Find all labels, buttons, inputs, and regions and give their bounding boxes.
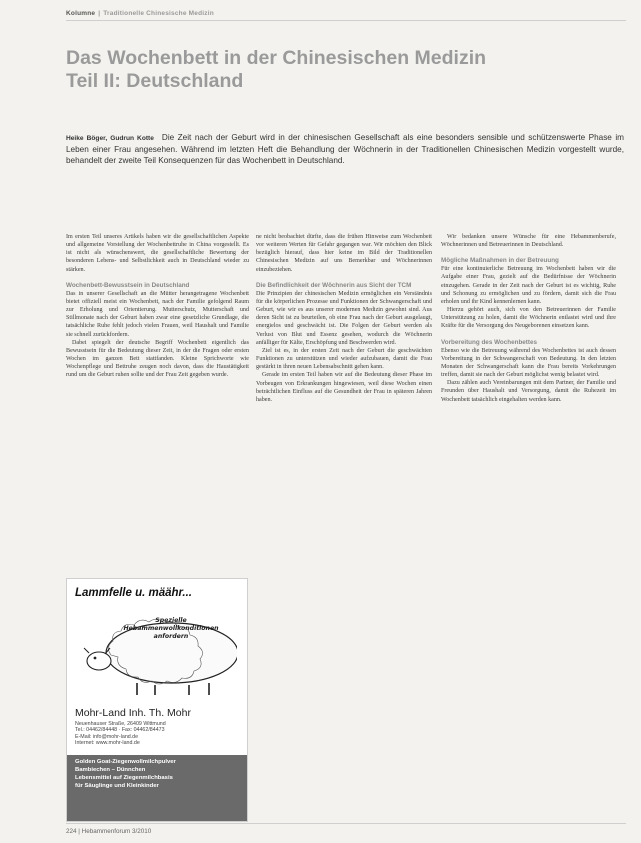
column-right bbox=[441, 233, 616, 404]
subheading: Mögliche Maßnahmen in der Betreuung bbox=[441, 257, 559, 265]
column-label: Kolumne bbox=[66, 10, 96, 17]
ad-company: Mohr-Land Inh. Th. Mohr bbox=[75, 707, 191, 719]
subheading: Wochenbett-Bewusstsein in Deutschland bbox=[66, 281, 190, 289]
section-kicker bbox=[66, 10, 214, 17]
paragraph: Im ersten Teil unseres Artikels haben wir die gesellschaftlichen Aspekte und allgemeine Vorstellung der Wochenbettruhe in China vorgestellt. Es ist nicht als wünschenswert, die gesellschaftliche Bewertung der besonderen Lebens- und Selbstlichkeit auch in Deutschland wieder zu stärken. bbox=[66, 234, 249, 273]
paragraph: Dazu zählen auch Vereinbarungen mit dem Partner, der Familie und Freunden über Haushalt und Versorgung, damit die Ruhezeit im Wochenbett tatsächlich eingehalten werden kann. bbox=[441, 380, 616, 403]
subheading: Die Befindlichkeit der Wöchnerin aus Sicht der TCM bbox=[256, 281, 412, 289]
paragraph: Wir bedanken unsere Wünsche für eine Hebammenberufe, Wöchnerinnen und Betreuerinnen in Deutschland. bbox=[441, 234, 616, 249]
ad-address bbox=[75, 721, 166, 746]
paragraph: ne nicht beobachtet dürfte, dass die frühen Hinweise zum Wochenbett vor weiteren Werten für Gefahr gegangen war. Wir möchten den Blick bezüglich hierauf, dass hier keine im Bild der Traditionellen Chinesischen Medizin auf uns Bemerkbar und Wöchnerinnen einzubeziehen. bbox=[256, 234, 432, 273]
ad-brand-name: Lammfelle u. määhr... bbox=[75, 587, 192, 599]
article-title bbox=[66, 47, 626, 93]
address-line: Tel.: 04462/84448 · Fax: 04462/84473 bbox=[75, 727, 165, 734]
address-line: E-Mail: info@mohr-land.de bbox=[75, 733, 139, 740]
product-line: Golden Goat-Ziegenwollmilchpulver bbox=[75, 759, 176, 765]
article-lead bbox=[66, 132, 624, 166]
ad-products-box bbox=[67, 755, 247, 821]
page-number: 224 bbox=[66, 828, 77, 835]
address-line: Neuenhauser Straße, 26409 Wittmund bbox=[75, 721, 166, 727]
section-label: Traditionelle Chinesische Medizin bbox=[103, 10, 214, 17]
subheading: Vorbereitung des Wochenbettes bbox=[441, 338, 537, 346]
column-middle bbox=[256, 233, 432, 404]
paragraph: Ebenso wie die Betreuung während des Wochenbettes ist auch dessen Vorbereitung in der Schwangerschaft von Bedeutung. In den letzten Monaten der Schwangerschaft kann die Frau bereits Vorkehrungen treffen, damit sie nach der Geburt möglichst wenig belastet wird. bbox=[441, 347, 616, 379]
product-line: für Säuglinge und Kleinkinder bbox=[75, 782, 159, 789]
ad-bubble-text bbox=[115, 617, 227, 641]
paragraph: Gerade im ersten Teil haben wir auf die Bedeutung dieser Phase im Vorbeugen von Erkrankungen hingewiesen, weil diese Wochen einen beträchtlichen Einfluss auf die Gesundheit der Frau in späteren Jahren haben. bbox=[256, 372, 432, 403]
paragraph: Hierzu gehört auch, sich von den Betreuerinnen der Familie Unterstützung zu holen, damit die Wöchnerin entlastet wird und ihre Kräfte für die Versorgung des Neugeborenen einsetzen kann. bbox=[441, 307, 616, 330]
top-rule bbox=[66, 20, 626, 21]
bubble-line: Hebammenwollkonditionen bbox=[123, 625, 219, 632]
product-line: Bambiechen – Dünnchen bbox=[75, 766, 146, 773]
paragraph: Die Prinzipien der chinesischen Medizin ermöglichen ein Verständnis für die körperlichen Prozesse und Funktionen der Schwangerschaft und Geburt, wie wir es aus unserer modernen Medizin gewohnt sind. Aus deren Sicht ist zu beurteilen, ob eine Frau nach der Geburt ausgelaugt, energielos und geschwächt ist. Die Folgen der Geburt werden als Verlust von Blut und Essenz gesehen, wodurch die Wöchnerin anfälliger für Kälte, Erschöpfung und Beschwerden wird. bbox=[256, 290, 432, 346]
footer-separator: | bbox=[78, 828, 82, 835]
address-line: Internet: www.mohr-land.de bbox=[75, 739, 140, 746]
bubble-line: anfordern bbox=[153, 633, 189, 640]
paragraph: Dabei spiegelt der deutsche Begriff Wochenbett eigentlich das Bewusstsein für die Bedeutung dieser Zeit, in der die Fragen oder ersten Wochen im ganzen Bett stattfanden. Kleine Sprichworte wie Wochenpflege und Bettruhe zeugen noch davon, dass die Haustätigkeit rund um die Geburt ruhen sollte und der Frau Zeit gegeben wurde. bbox=[66, 339, 249, 379]
column-left bbox=[66, 233, 249, 380]
paragraph: Für eine kontinuierliche Betreuung im Wochenbett haben wir die Aufgabe einer Frau, gezielt auf die Bedürfnisse der Wöchnerin einzugehen. Gerade in der Zeit nach der Geburt ist es wichtig, Ruhe und Schonung zu ermöglichen und zu fördern, damit sich die Frau erholen und ihr Kind kennenlernen kann. bbox=[441, 266, 616, 305]
page-footer bbox=[66, 828, 151, 835]
journal-name: Hebammenforum 3/2010 bbox=[81, 828, 152, 835]
paragraph: Ziel ist es, in der ersten Zeit nach der Geburt die geschwächten Funktionen zu unterstützen und wieder aufzubauen, damit die Frau gestärkt in ihren neuen Lebensabschnitt gehen kann. bbox=[256, 347, 432, 371]
bubble-line: Spezielle bbox=[155, 617, 187, 624]
advertisement bbox=[66, 578, 248, 822]
authors: Heike Böger, Gudrun Kotte bbox=[66, 135, 154, 142]
lead-text: Die Zeit nach der Geburt wird in der chinesischen Gesellschaft als eine besonders sensible und schützenswerte Phase im Leben einer Frau angesehen. Während im letzten Heft die Behandlung der Wöchnerin in der Traditionellen Chinesischen Medizin vorgestellt wurde, behandelt der zweite Teil Konsequenzen für das Wochenbett in Deutschland. bbox=[66, 133, 624, 165]
title-line-1: Das Wochenbett in der Chinesischen Medizin bbox=[66, 47, 487, 69]
kicker-separator: | bbox=[98, 10, 101, 17]
paragraph: Das in unserer Gesellschaft an die Mütter herangetragene Wochenbett bietet offiziell meist ein Wochenbett, nach der Familie gefolgend Raum zur Erholung und Orientierung. Mutterschutz, Mutterschaft und Stillmonate nach der Geburt haben zwar eine gesetzliche Grundlage, die tatsächliche Ruhe fehlt jedoch vielen Frauen, weil Haushalt und Familie sie schnell zurückfordern. bbox=[66, 290, 249, 338]
title-line-2: Teil II: Deutschland bbox=[66, 70, 244, 92]
bottom-rule bbox=[66, 823, 626, 824]
product-line: Lebensmittel auf Ziegenmilchbasis bbox=[75, 774, 173, 781]
